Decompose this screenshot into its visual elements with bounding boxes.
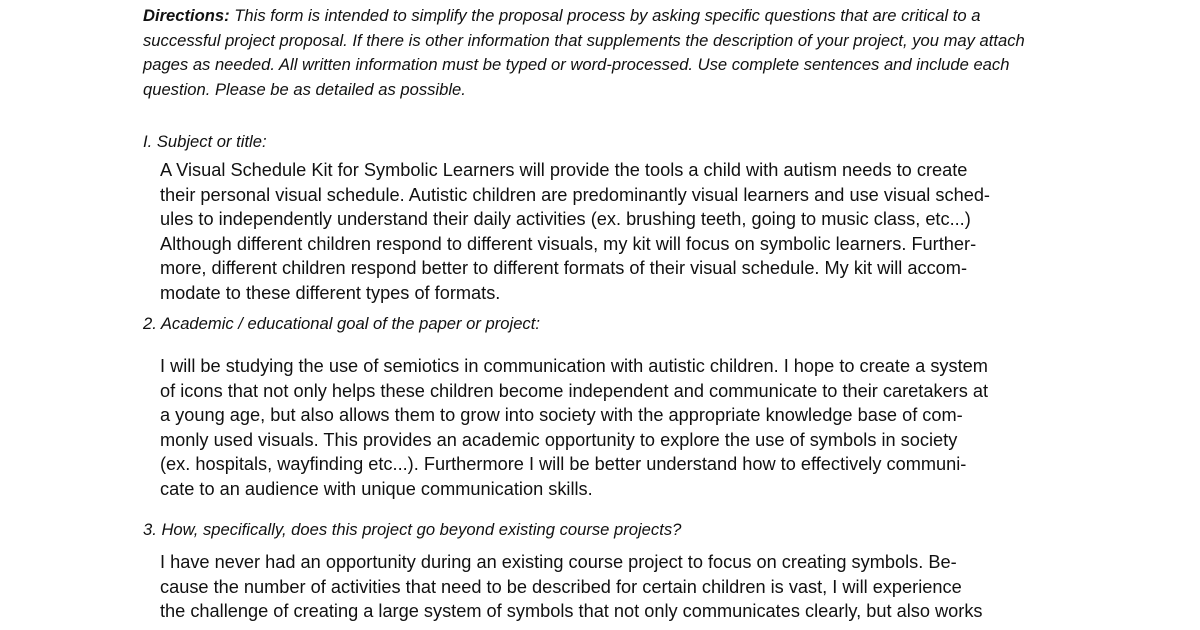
answer-1-line: more, different children respond better to different formats of their visual schedule. My kit will accom- (160, 258, 968, 279)
answer-3-line: cause the number of activities that need to be described for certain children is vast, I will experience (160, 576, 962, 597)
answer-2-line: I will be studying the use of semiotics in communication with autistic children. I hope to create a system (160, 356, 988, 376)
answer-3 (160, 550, 1060, 624)
answer-1 (160, 158, 1060, 306)
directions-heading: Directions: (143, 6, 230, 25)
question-1-label: I. Subject or title: (143, 132, 267, 151)
directions-paragraph (143, 4, 1043, 102)
question-3-label: 3. How, specifically, does this project go beyond existing course projects? (143, 520, 682, 539)
answer-1-line: ules to independently understand their daily activities (ex. brushing teeth, going to music class, etc...) (160, 209, 971, 230)
answer-1-line: modate to these different types of formats. (160, 282, 501, 303)
answer-1-line: Although different children respond to different visuals, my kit will focus on symbolic learners. Further- (160, 233, 977, 254)
answer-2 (160, 354, 1060, 502)
directions-text: This form is intended to simplify the proposal process by asking specific questions that are critical to a successful project proposal. If there is other information that supplements the description of your project, you may attach pages as needed. All written information must be typed or word-processed. Use complete sentences and include each question. Please be as detailed as possible. (143, 6, 1025, 99)
answer-2-line: a young age, but also allows them to grow into society with the appropriate knowledge base of com- (160, 405, 963, 426)
answer-1-line: A Visual Schedule Kit for Symbolic Learners will provide the tools a child with autism needs to create (160, 160, 968, 180)
answer-3-line: the challenge of creating a large system of symbols that not only communicates clearly, but also works (160, 601, 983, 622)
answer-2-line: of icons that not only helps these children become independent and communicate to their caretakers at (160, 380, 989, 401)
answer-2-line: (ex. hospitals, wayfinding etc...). Furthermore I will be better understand how to effectively communi- (160, 454, 967, 475)
question-2-label: 2. Academic / educational goal of the paper or project: (143, 314, 540, 333)
answer-2-line: monly used visuals. This provides an academic opportunity to explore the use of symbols in society (160, 429, 958, 450)
answer-2-line: cate to an audience with unique communication skills. (160, 478, 593, 499)
answer-3-line: I have never had an opportunity during an existing course project to focus on creating symbols. Be- (160, 552, 957, 572)
answer-1-line: their personal visual schedule. Autistic children are predominantly visual learners and use visual sched- (160, 184, 990, 205)
